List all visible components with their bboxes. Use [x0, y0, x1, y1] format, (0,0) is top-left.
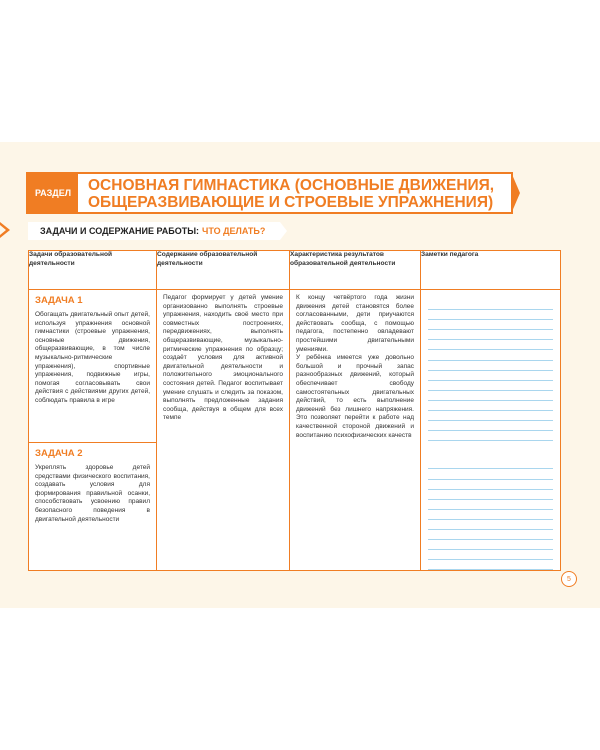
section-title-line-2: ОБЩЕРАЗВИВАЮЩИЕ И СТРОЕВЫЕ УПРАЖНЕНИЯ)	[88, 194, 494, 211]
note-line	[428, 480, 553, 490]
note-line	[428, 371, 553, 381]
note-line	[428, 361, 553, 371]
note-line	[428, 401, 553, 411]
column-header-tasks: Задачи образовательной деятельности	[29, 251, 157, 290]
banner-chevron-inner	[0, 225, 6, 235]
results-paragraph-2: У ребёнка имеется уже довольно большой и прочный запас разнообразных движений, который обеспечивает свободу самостоятельных двигательных действий, то есть выполнение движений без лишнего напряжения. Это позволяет перейти к работе над качественной стороной движений и воспитанию психофизических качеств	[296, 354, 414, 439]
note-line	[428, 520, 553, 530]
note-line	[428, 550, 553, 560]
table-row	[29, 290, 561, 571]
column-header-content: Содержание образовательной деятельности	[157, 251, 290, 290]
note-line	[428, 510, 553, 520]
section-header	[26, 172, 513, 214]
content-cell	[157, 290, 290, 571]
note-line	[428, 431, 553, 441]
notes-cell[interactable]	[421, 290, 561, 571]
note-line	[428, 350, 553, 360]
section-title	[88, 177, 505, 211]
note-line	[428, 300, 553, 310]
task-2-title: ЗАДАЧА 2	[35, 448, 83, 459]
note-line	[428, 490, 553, 500]
task-1	[29, 290, 156, 443]
banner-tip	[280, 222, 287, 240]
note-line	[428, 469, 553, 479]
section-title-line-1: ОСНОВНАЯ ГИМНАСТИКА (ОСНОВНЫЕ ДВИЖЕНИЯ,	[88, 177, 495, 194]
note-line	[428, 381, 553, 391]
task-2-text: Укреплять здоровье детей средствами физического воспитания, создавать условия для формирования правильной осанки, способствовать усвоению правил безопасного поведения в двигательной деятельности	[35, 464, 150, 523]
banner-label: ЗАДАЧИ И СОДЕРЖАНИЕ РАБОТЫ:	[40, 226, 200, 236]
column-header-results: Характеристика результатов образовательной деятельности	[290, 251, 421, 290]
note-line	[428, 530, 553, 540]
results-paragraph-1: К концу четвёртого года жизни движения детей становятся более согласованными, дети приучаются действовать сообща, с помощью педагога, постепенно овладевают простейшими двигательными умениями.	[296, 294, 414, 353]
header-arrow-icon	[511, 172, 520, 214]
note-line	[428, 560, 553, 570]
notes-lines[interactable]	[421, 290, 560, 570]
table-header-row	[29, 251, 561, 290]
note-line	[428, 421, 553, 431]
note-line	[428, 320, 553, 330]
task-1-text: Обогащать двигательный опыт детей, используя упражнения основной гимнастики (строевые упражнения, основные движения, общеразвивающие, в том числе музыкально-ритмические упражнения), спортивные упражнения, подвижные игры, помогая согласовывать свои действия с действиями других детей, соблюдать правила в игре	[35, 311, 150, 404]
content-text: Педагог формирует у детей умение организованно выполнять строевые упражнения, находить своё место при совместных построениях, передвижениях, выполнять общеразвивающие, музыкально-ритмические упражнения по образцу; создаёт условия для активной двигательной деятельности и положительного эмоционального состояния детей. Педагог воспитывает умение слушать и следить за показом, выполнять предложенные задания сообща, действуя в общем для всех темпе	[163, 294, 283, 422]
tasks-table	[28, 250, 561, 571]
note-line	[428, 330, 553, 340]
results-text	[290, 290, 420, 444]
note-line	[428, 459, 553, 469]
tasks-banner	[28, 222, 280, 240]
task-1-title: ЗАДАЧА 1	[35, 295, 83, 306]
note-line	[428, 391, 553, 401]
note-line	[428, 540, 553, 550]
notes-gap	[428, 441, 553, 459]
note-line	[428, 500, 553, 510]
banner-accent: ЧТО ДЕЛАТЬ?	[202, 226, 266, 236]
tasks-cell	[29, 290, 157, 571]
note-line	[428, 310, 553, 320]
column-header-notes: Заметки педагога	[421, 251, 561, 290]
page-number: 5	[561, 571, 577, 587]
note-line	[428, 340, 553, 350]
section-tag: РАЗДЕЛ	[28, 174, 78, 212]
note-line	[428, 411, 553, 421]
results-cell	[290, 290, 421, 571]
task-2	[29, 443, 156, 529]
